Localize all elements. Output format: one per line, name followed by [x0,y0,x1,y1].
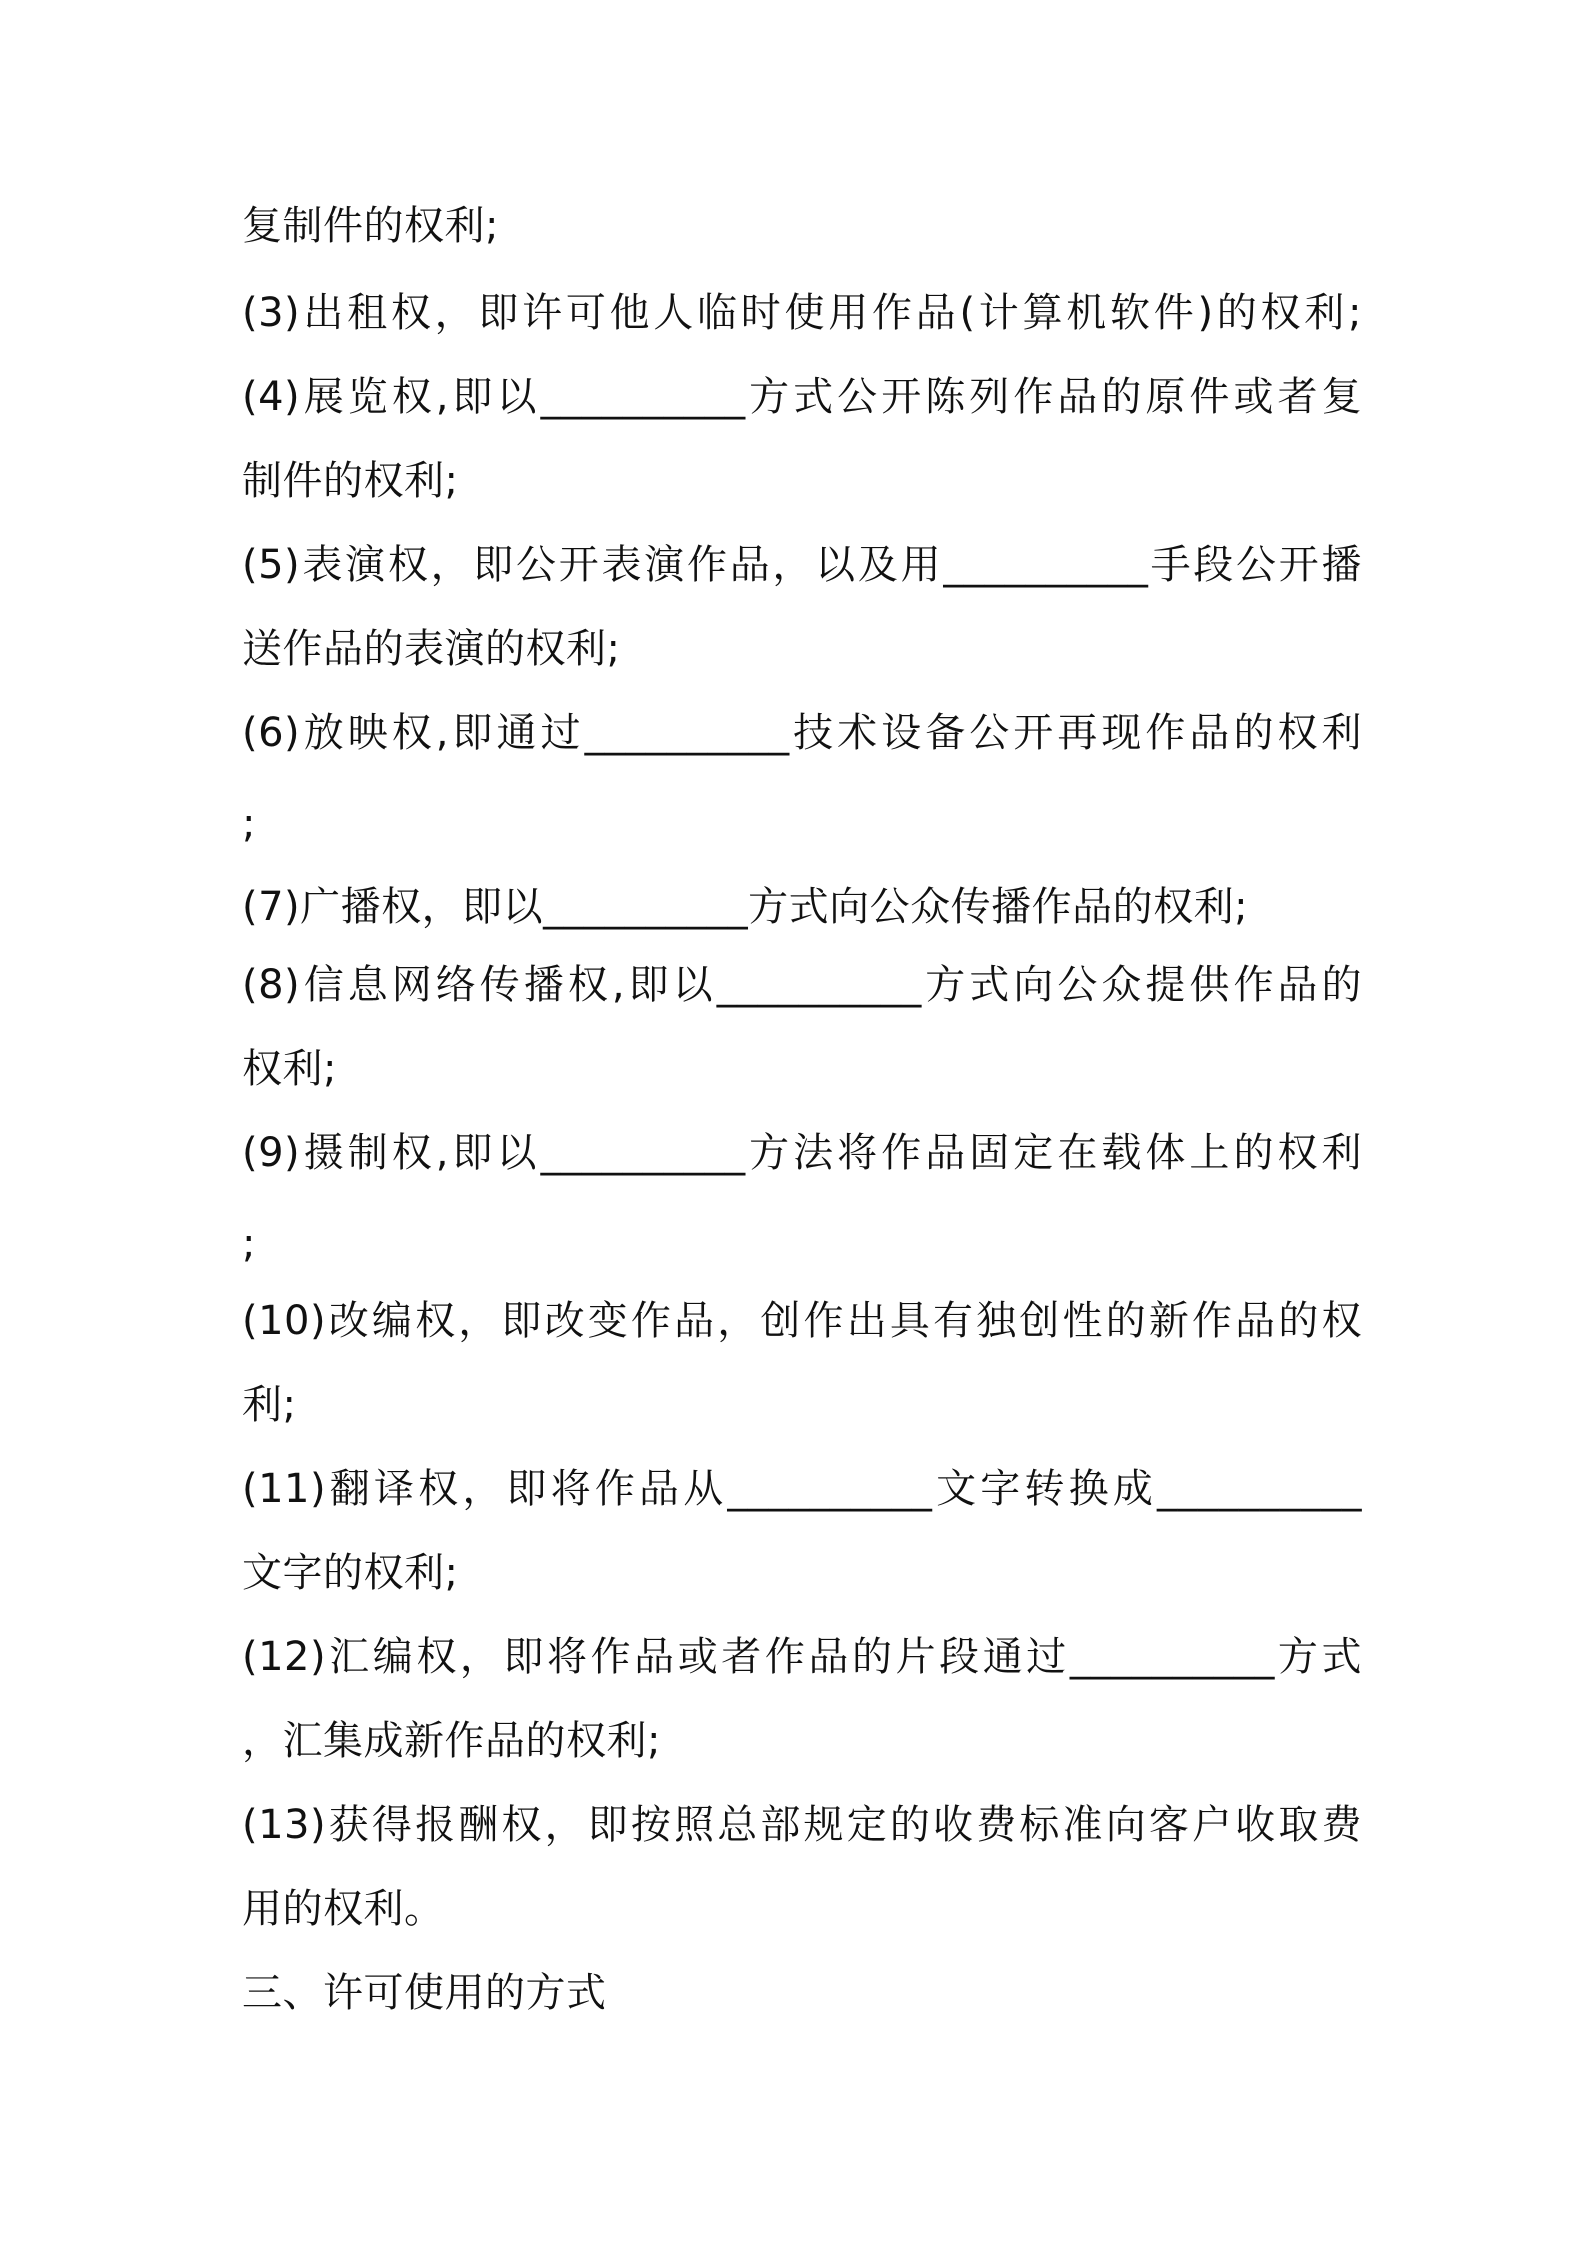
text-line: (7)广播权，即以__________方式向公众传播作品的权利; [242,884,1249,930]
text-line: 复制件的权利; [242,203,499,249]
text-line: 用的权利。 [242,1886,445,1932]
text-line: (5)表演权，即公开表演作品，以及用__________手段公开播 [242,542,1362,588]
text-line: ，汇集成新作品的权利; [242,1718,661,1764]
text-line: 制件的权利; [242,458,459,504]
text-line: (4)展览权,即以__________方式公开陈列作品的原件或者复 [242,374,1362,420]
text-line: (12)汇编权，即将作品或者作品的片段通过__________方式 [242,1634,1362,1680]
text-line: 利; [242,1382,297,1428]
text-line: (9)摄制权,即以__________方法将作品固定在载体上的权利 [242,1130,1362,1176]
text-line: (8)信息网络传播权,即以__________方式向公众提供作品的 [242,962,1362,1008]
text-line: 送作品的表演的权利; [242,626,621,672]
text-line: (13)获得报酬权，即按照总部规定的收费标准向客户收取费 [242,1802,1362,1848]
text-line: (3)出租权，即许可他人临时使用作品(计算机软件)的权利; [242,290,1362,336]
text-line: 文字的权利; [242,1550,459,1596]
text-line: ; [242,801,256,847]
text-line: (10)改编权，即改变作品，创作出具有独创性的新作品的权 [242,1298,1362,1344]
text-line: ; [242,1221,256,1267]
text-line: (6)放映权,即通过__________技术设备公开再现作品的权利 [242,710,1362,756]
section-heading: 三、许可使用的方式 [242,1970,607,2016]
text-line: (11)翻译权，即将作品从__________文字转换成__________ [242,1466,1362,1512]
text-line: 权利; [242,1046,337,1092]
